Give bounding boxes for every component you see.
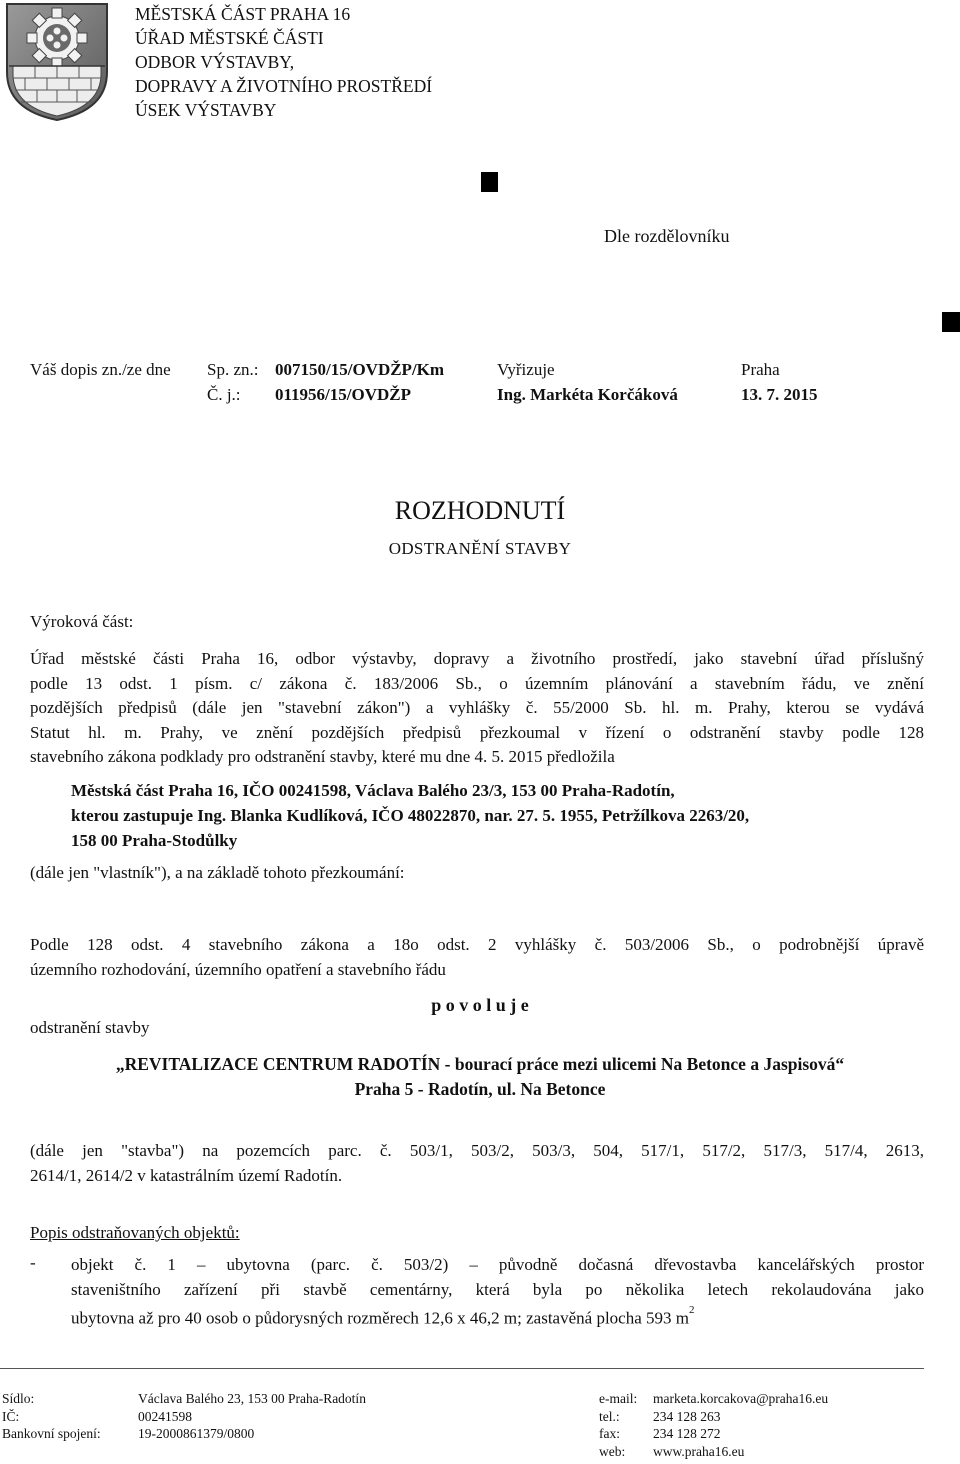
footer-seat-value: Václava Balého 23, 153 00 Praha-Radotín	[138, 1391, 366, 1406]
object-line: objekt č. 1 – ubytovna (parc. č. 503/2) – původně dočasná dřevostavba kancelářských prostor	[71, 1255, 924, 1274]
intro-line: podle 13 odst. 1 písm. c/ zákona č. 183/2006 Sb., o územním plánování a stavebním řádu, ve znění	[30, 673, 924, 693]
coat-of-arms-logo	[5, 2, 109, 122]
intro-line: stavebního zákona podklady pro odstranění stavby, které mu dne 4. 5. 2015 předložila	[30, 747, 615, 766]
legal-paragraph	[30, 933, 924, 982]
office-line-1: MĚSTSKÁ ČÁST PRAHA 16	[135, 4, 351, 24]
handled-by-value: Ing. Markéta Korčáková	[497, 385, 678, 404]
project-location: Praha 5 - Radotín, ul. Na Betonce	[354, 1079, 606, 1099]
office-line-5: ÚSEK VÝSTAVBY	[135, 100, 277, 120]
footer-web-link[interactable]: www.praha16.eu	[653, 1444, 745, 1459]
footer-email-label: e-mail:	[599, 1391, 638, 1406]
owner-line: kterou zastupuje Ing. Blanka Kudlíková, IČO 48022870, nar. 27. 5. 1955, Petržílkova 2263/20,	[71, 806, 750, 825]
footer-bank-value: 19-2000861379/0800	[138, 1426, 255, 1441]
cj-label: Č. j.:	[207, 385, 241, 404]
area-superscript: 2	[689, 1304, 695, 1316]
parcel-line: (dále jen "stavba") na pozemcích parc. č. 503/1, 503/2, 503/3, 504, 517/1, 517/2, 517/3, 517/4, 2613,	[30, 1141, 924, 1160]
black-mark	[481, 172, 498, 192]
list-dash: -	[30, 1253, 36, 1272]
footer-web-label: web:	[599, 1444, 626, 1459]
parcel-line: 2614/1, 2614/2 v katastrálním území Radotín.	[30, 1165, 343, 1185]
your-letter-label: Váš dopis zn./ze dne	[30, 360, 171, 379]
document-date: 13. 7. 2015	[741, 385, 818, 404]
object-line: staveništního zařízení při stavbě cementárny, která byla po několika letech rekolaudována jako	[71, 1279, 924, 1299]
project-title: „REVITALIZACE CENTRUM RADOTÍN - bourací práce mezi ulicemi Na Betonce a Jaspisová“	[115, 1054, 845, 1074]
recipient: Dle rozdělovníku	[604, 226, 730, 246]
legal-line: Podle 128 odst. 4 stavebního zákona a 18o odst. 2 vyhlášky č. 503/2006 Sb., o podrobnější úpravě	[30, 935, 924, 954]
footer-bank-label: Bankovní spojení:	[2, 1426, 101, 1441]
owner-note: (dále jen "vlastník"), a na základě tohoto přezkoumání:	[30, 863, 405, 882]
office-line-2: ÚŘAD MĚSTSKÉ ČÁSTI	[135, 28, 324, 48]
handled-by-label: Vyřizuje	[497, 360, 555, 379]
office-line-3: ODBOR VÝSTAVBY,	[135, 52, 295, 72]
objects-heading: Popis odstraňovaných objektů:	[30, 1223, 240, 1242]
footer-divider	[0, 1368, 924, 1369]
footer-tel-label: tel.:	[599, 1409, 620, 1424]
intro-line: Statut hl. m. Prahy, ve znění pozdějších předpisů přezkoumal v řízení o odstranění stavby podle 128	[30, 722, 924, 742]
footer-seat-label: Sídlo:	[2, 1391, 35, 1406]
object-line-text: ubytovna až pro 40 osob o půdorysných rozměrech 12,6 x 46,2 m; zastavěná plocha 593 m	[71, 1308, 689, 1328]
footer-tel-value: 234 128 263	[653, 1409, 721, 1424]
object-line	[71, 1302, 924, 1327]
sp-zn-label: Sp. zn.:	[207, 360, 259, 379]
footer-fax-value: 234 128 272	[653, 1426, 721, 1441]
page-title: ROZHODNUTÍ	[394, 496, 566, 525]
footer-ic-label: IČ:	[2, 1409, 20, 1424]
black-mark	[942, 312, 960, 332]
intro-paragraph	[30, 647, 924, 770]
section-label: Výroková část:	[30, 612, 134, 631]
place: Praha	[741, 360, 780, 379]
intro-line: pozdějších předpisů (dále jen "stavební zákon") a vyhlášky č. 55/2000 Sb. hl. m. Prahy, kterou se vydává	[30, 698, 924, 717]
cj-value: 011956/15/OVDŽP	[275, 385, 412, 404]
intro-line: Úřad městské části Praha 16, odbor výstavby, dopravy a životního prostředí, jako stavební úřad příslušný	[30, 649, 924, 668]
sp-zn-value: 007150/15/OVDŽP/Km	[275, 360, 445, 379]
parcel-paragraph	[30, 1139, 924, 1188]
footer-fax-label: fax:	[599, 1426, 620, 1441]
owner-line: 158 00 Praha-Stodůlky	[71, 831, 238, 850]
footer-email-link[interactable]: marketa.korcakova@praha16.eu	[653, 1391, 829, 1406]
object-description	[71, 1253, 924, 1327]
page-subtitle: ODSTRANĚNÍ STAVBY	[388, 539, 572, 558]
legal-line: územního rozhodování, územního opatření a stavebního řádu	[30, 959, 446, 979]
decision-word: p o v o l u j e	[431, 995, 529, 1015]
footer-ic-value: 00241598	[138, 1409, 192, 1424]
owner-line: Městská část Praha 16, IČO 00241598, Václava Balého 23/3, 153 00 Praha-Radotín,	[71, 781, 675, 800]
removal-label: odstranění stavby	[30, 1018, 150, 1037]
office-line-4: DOPRAVY A ŽIVOTNÍHO PROSTŘEDÍ	[135, 76, 433, 96]
